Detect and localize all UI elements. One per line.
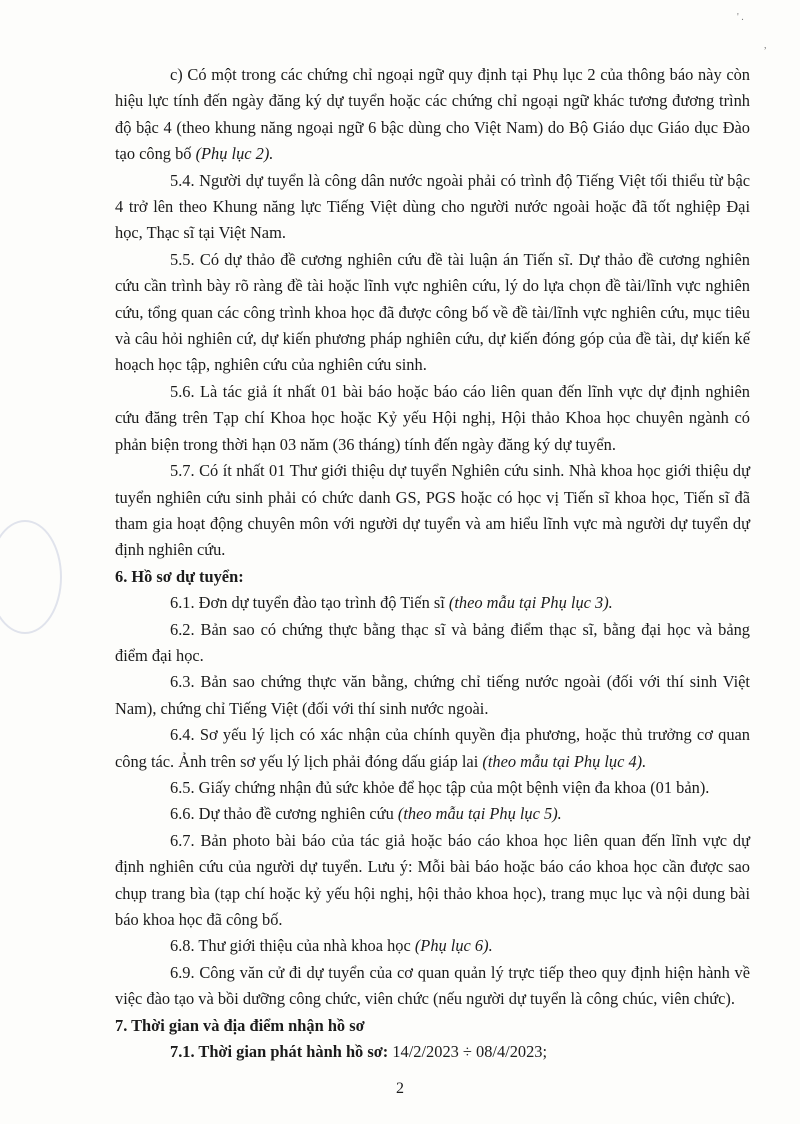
item-6-3: 6.3. Bản sao chứng thực văn bằng, chứng chỉ tiếng nước ngoài (đối với thí sinh Việt Nam), chứng chỉ Tiếng Việt (đối với thí sinh nước ngoài. — [115, 672, 750, 718]
section-6-heading: 6. Hồ sơ dự tuyển: — [115, 566, 244, 586]
paragraph-5-4: 5.4. Người dự tuyển là công dân nước ngoài phải có trình độ Tiếng Việt tối thiểu từ bậc 4 trở lên theo Khung năng lực Tiếng Việt dùng cho người nước ngoài hoặc đã tốt nghiệp Đại học, Thạc sĩ tại Việt Nam. — [115, 170, 750, 243]
page-number: 2 — [396, 1080, 404, 1097]
item-6-5: 6.5. Giấy chứng nhận đủ sức khỏe để học tập của một bệnh viện đa khoa (01 bản). — [170, 777, 710, 797]
paragraph-5-5: 5.5. Có dự thảo đề cương nghiên cứu đề tài luận án Tiến sĩ. Dự thảo đề cương nghiên cứu cần trình bày rõ ràng đề tài hoặc lĩnh vực nghiên cứu, lý do lựa chọn đề tài/lĩnh vực nghiên cứu, tổng quan các công trình khoa học đã được công bố về đề tài/lĩnh vực nghiên cứu, mục tiêu và câu hỏi nghiên cứ, dự kiến phương pháp nghiên cứu, dự kiến đóng góp của đề tài, dự kiến kế hoạch học tập, nghiên cứu của nghiên cứu sinh. — [115, 249, 750, 375]
document-body — [115, 62, 750, 1065]
paragraph-5-6: 5.6. Là tác giả ít nhất 01 bài báo hoặc báo cáo liên quan đến lĩnh vực dự định nghiên cứu đăng trên Tạp chí Khoa học hoặc Kỷ yếu Hội nghị, Hội thảo Khoa học chuyên ngành có phản biện trong thời hạn 03 năm (36 tháng) tính đến ngày đăng ký dự tuyển. — [115, 381, 750, 454]
item-6-9: 6.9. Công văn cử đi dự tuyển của cơ quan quản lý trực tiếp theo quy định hiện hành về việc đào tạo và bồi dưỡng công chức, viên chức (nếu người dự tuyển là công chúc, viên chức). — [115, 962, 750, 1009]
stamp-trace — [0, 520, 62, 634]
paragraph-5-7: 5.7. Có ít nhất 01 Thư giới thiệu dự tuyển Nghiên cứu sinh. Nhà khoa học giới thiệu dự tuyển nghiên cứu sinh phải có chức danh GS, PGS hoặc có học vị Tiến sĩ khoa học, Tiến sĩ đã tham gia hoạt động chuyên môn với người dự tuyển và am hiểu lĩnh vực mà người dự tuyển dự định nghiên cứu. — [115, 461, 750, 560]
scan-speck: ' . — [737, 12, 744, 23]
item-6-4: 6.4. Sơ yếu lý lịch có xác nhận của chính quyền địa phương, hoặc thủ trưởng cơ quan công tác. Ảnh trên sơ yếu lý lịch phải đóng dấu giáp lai (theo mẫu tại Phụ lục 4). — [115, 725, 750, 771]
item-6-6: 6.6. Dự thảo đề cương nghiên cứu (theo mẫu tại Phụ lục 5). — [170, 804, 562, 824]
scan-speck: , — [764, 40, 767, 51]
item-7-1: 7.1. Thời gian phát hành hồ sơ: 14/2/2023 ÷ 08/4/2023; — [170, 1042, 548, 1062]
paragraph-5-3c: c) Có một trong các chứng chỉ ngoại ngữ quy định tại Phụ lục 2 của thông báo này còn hiệu lực tính đến ngày đăng ký dự tuyển hoặc các chứng chỉ ngoại ngữ khác tương đương trình độ bậc 4 (theo khung năng ngoại ngữ 6 bậc dùng cho Việt Nam) do Bộ Giáo dục Giáo dục Đào tạo công bố (Phụ lục 2). — [115, 65, 750, 164]
item-6-7: 6.7. Bản photo bài báo của tác giả hoặc báo cáo khoa học liên quan đến lĩnh vực dự định nghiên cứu của người dự tuyển. Lưu ý: Mỗi bài báo hoặc báo cáo khoa học cần được sao chụp trang bìa (tạp chí hoặc kỷ yếu hội nghị, hội thảo khoa học), trang mục lục và nội dung bài báo khoa học đã công bố. — [115, 830, 750, 929]
item-6-1: 6.1. Đơn dự tuyển đào tạo trình độ Tiến sĩ (theo mẫu tại Phụ lục 3). — [170, 593, 613, 613]
item-6-8: 6.8. Thư giới thiệu của nhà khoa học (Phụ lục 6). — [170, 936, 493, 956]
section-7-heading: 7. Thời gian và địa điểm nhận hồ sơ — [115, 1015, 365, 1035]
item-6-2: 6.2. Bản sao có chứng thực bằng thạc sĩ và bảng điểm thạc sĩ, bằng đại học và bảng điểm đại học. — [115, 619, 750, 665]
